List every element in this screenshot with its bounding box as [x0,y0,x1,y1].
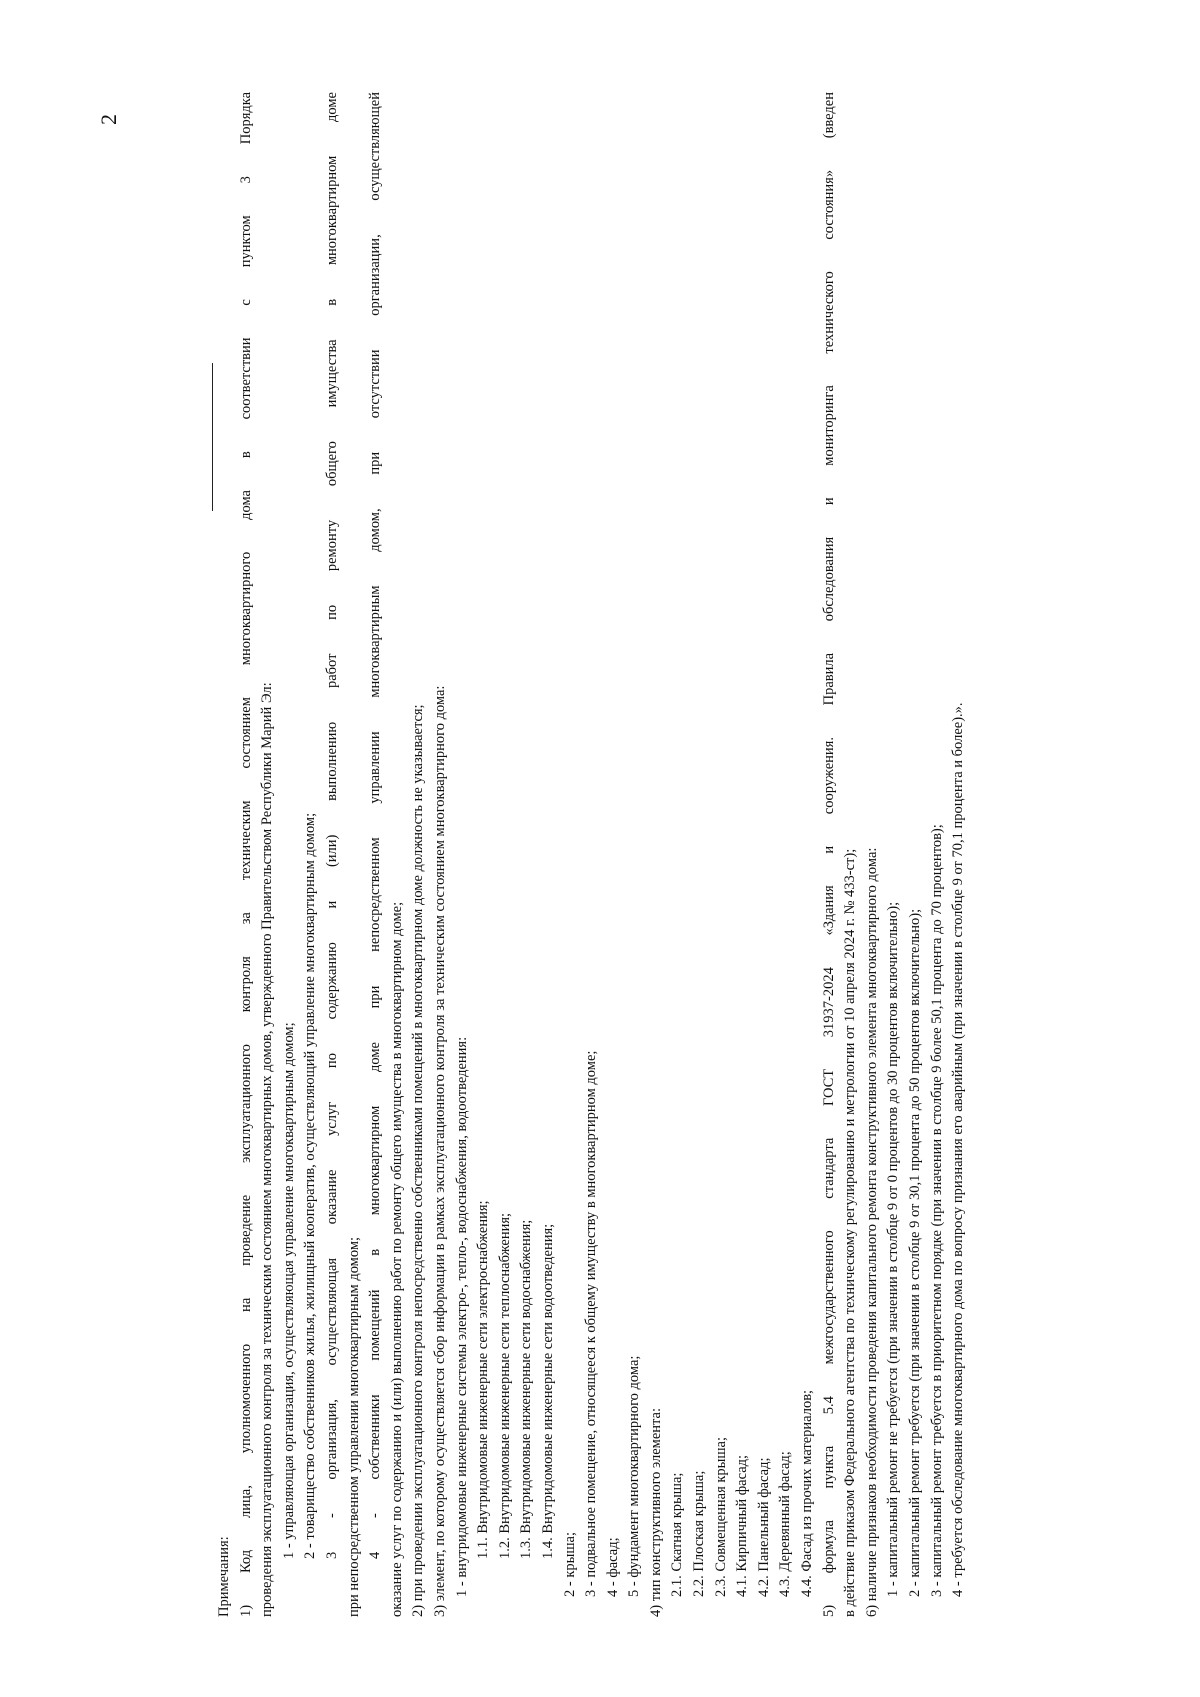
note-line: 2 - капитальный ремонт требуется (при значении в столбце 9 от 30,1 процента до 50 процентов включительно); [907,908,923,1597]
note-line: 2) при проведении эксплуатационного контроля непосредственно собственниками помещений в многоквартирном доме должность не указывается; [410,704,427,1617]
note-line: 4 - собственники помещений в многоквартирном доме при непосредственном управлении многоквартирным домом, при отсутствии организации, осуществляющей [367,92,384,1559]
note-line: 4.3. Деревянный фасад; [777,1451,794,1597]
note-line: оказание услуг по содержанию и (или) выполнению работ по ремонту общего имущества в многоквартирном доме; [388,901,405,1617]
note-line: проведения эксплуатационного контроля за техническим состоянием многоквартирных домов, утвержденного Правительством Республики Марий Эл: [259,682,276,1617]
note-line: 2.1. Скатная крыша; [669,1472,686,1597]
note-line: 4 - требуется обследование многоквартирного дома по вопросу признания его аварийным (при значении в столбце 9 от 70,1 процента и более).». [950,702,967,1597]
note-line: 2 - крыша; [561,1532,578,1597]
note-line: 2.3. Совмещенная крыша; [712,1436,729,1597]
note-line: 4.1. Кирпичный фасад; [734,1454,751,1597]
note-line: при непосредственном управлении многоквартирным домом; [345,1236,362,1617]
footnote-divider [212,363,213,511]
note-line: 3 - капитальный ремонт требуется в приоритетном порядке (при значении в столбце 9 более 50,1 процента до 70 процентов); [928,824,945,1597]
note-line: 4) тип конструктивного элемента: [647,1407,664,1617]
note-line: 1 - управляющая организация, осуществляющая управление многоквартирным домом; [280,1022,297,1559]
notes-block [214,92,970,1617]
note-line: 1 - капитальный ремонт не требуется (при значении в столбце 9 от 0 процентов до 30 процентов включительно); [885,901,902,1597]
note-line: 1) Код лица, уполномоченного на проведение эксплуатационного контроля за техническим состоянием многоквартирного дома в соответствии с пунктом 3 Порядка [237,92,254,1617]
note-line: 1 - внутридомовые инженерные системы электро-, тепло-, водоснабжения, водоотведения: [453,1036,470,1597]
notes-lines [236,92,970,1617]
note-line: 5) формула пункта 5.4 межгосударственного стандарта ГОСТ 31937-2024 «Здания и сооружения. Правила обследования и мониторинга технического состояния» (введен [820,92,837,1617]
rotated-page-content [96,92,1014,1617]
note-line: 4.2. Панельный фасад; [755,1457,772,1597]
page-number: 2 [96,114,121,125]
note-line: 2.2. Плоская крыша; [691,1470,708,1597]
note-line: 1.2. Внутридомовые инженерные сети теплоснабжения; [496,1212,513,1559]
note-line: 1.1. Внутридомовые инженерные сети электроснабжения; [475,1200,492,1559]
note-line: 6) наличие признаков необходимости проведения капитального ремонта конструктивного элемента многоквартирного дома: [863,847,880,1617]
note-line: 3 - подвальное помещение, относящееся к общему имуществу в многоквартирном доме; [583,1050,600,1597]
note-line: 2 - товарищество собственников жилья, жилищный кооператив, осуществляющий управление многоквартирным домом; [302,812,319,1559]
note-line: 4 - фасад; [604,1537,621,1597]
note-line: 5 - фундамент многоквартирного дома; [626,1355,643,1597]
note-line: 1.4. Внутридомовые инженерные сети водоотведения; [539,1223,556,1559]
note-line: 4.4. Фасад из прочих материалов; [799,1389,816,1597]
note-line: 3 - организация, осуществляющая оказание услуг по содержанию и (или) выполнению работ по ремонту общего имущества в многоквартирном доме [323,92,340,1559]
note-line: 3) элемент, по которому осуществляется сбор информации в рамках эксплуатационного контроля за техническим состоянием многоквартирного дома: [431,685,448,1617]
notes-heading: Примечания: [216,1536,232,1617]
note-line: в действие приказом Федерального агентства по техническому регулированию и метрологии от 10 апреля 2024 г. № 433-ст); [842,848,859,1617]
note-line: 1.3. Внутридомовые инженерные сети водоснабжения; [518,1219,535,1559]
